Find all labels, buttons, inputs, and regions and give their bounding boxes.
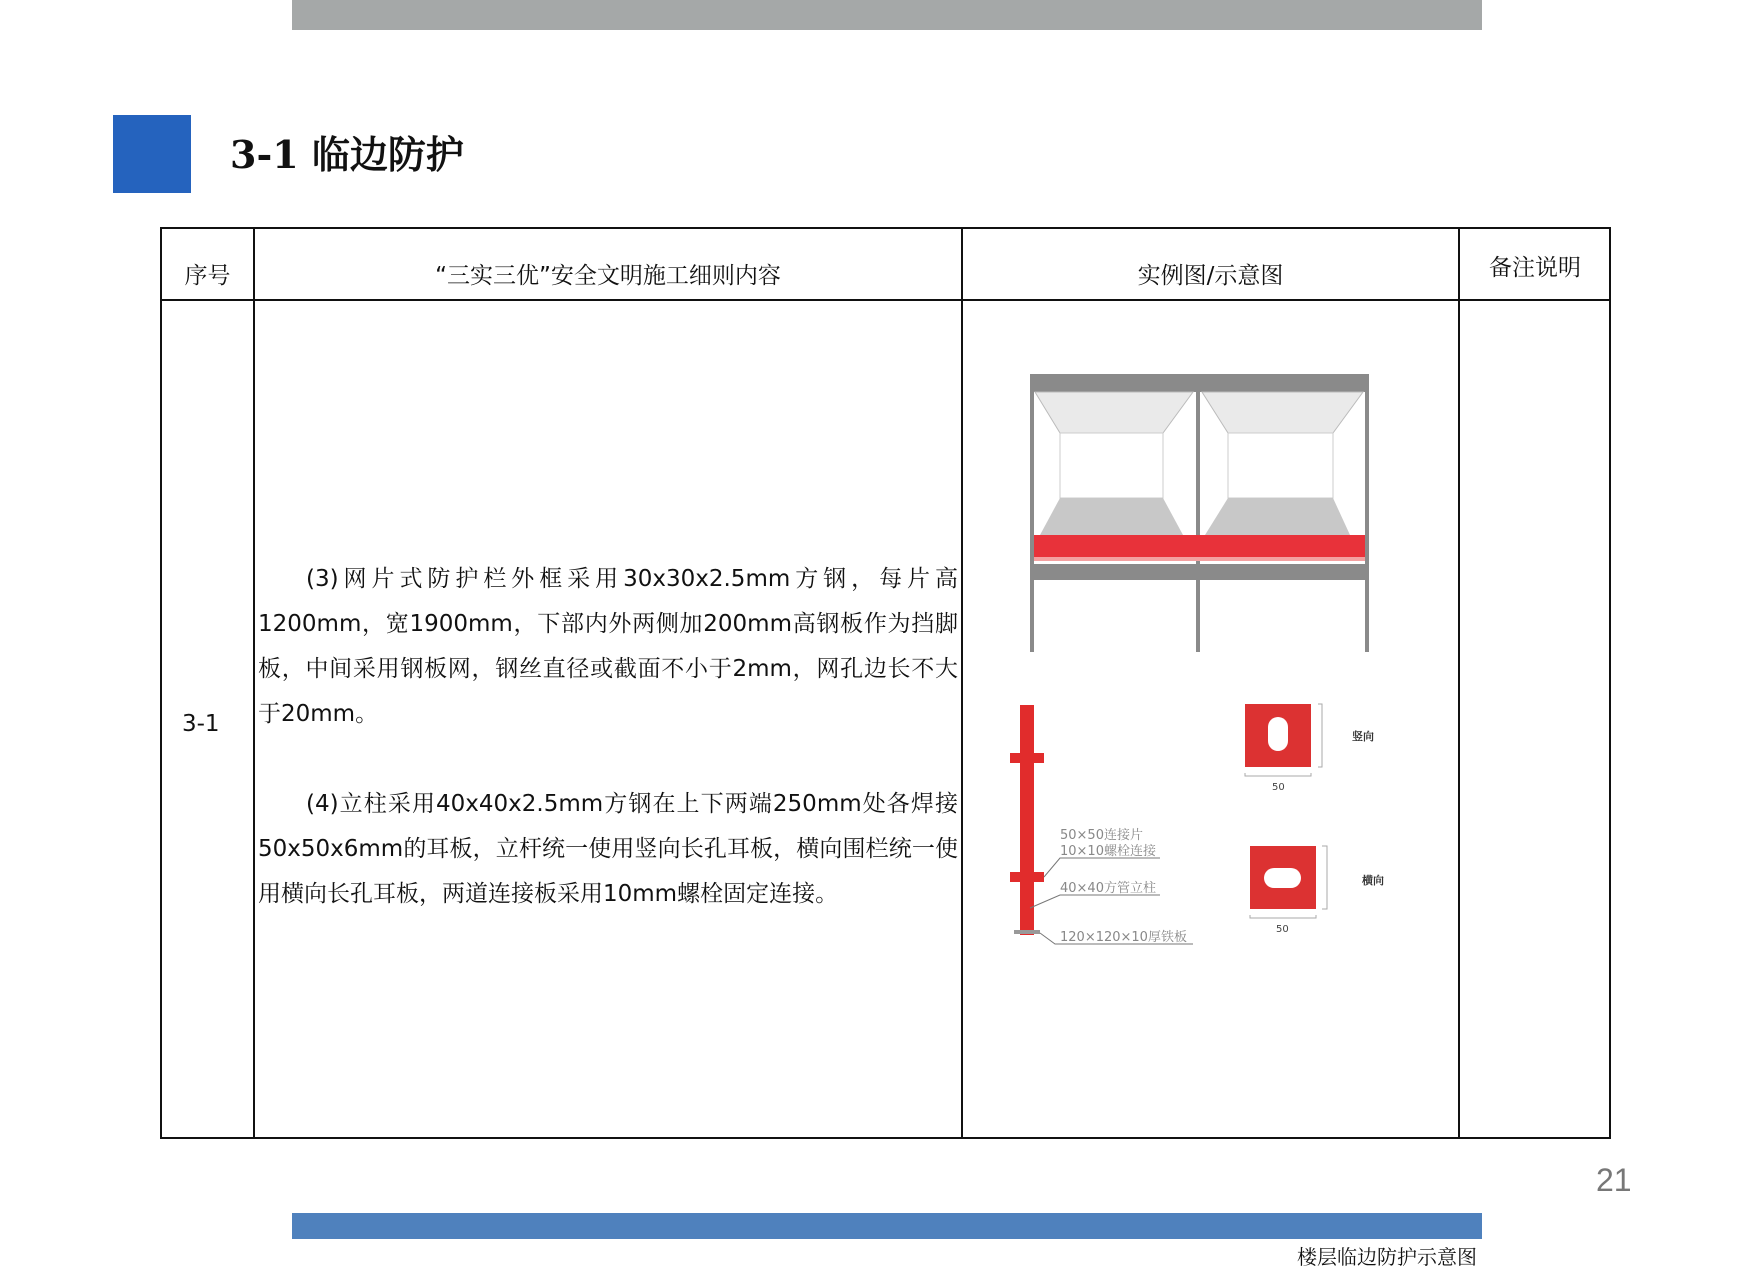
header-seq: 序号 — [184, 263, 231, 289]
page-title: 3-1 临边防护 — [230, 132, 464, 177]
dim-width: 50 — [1276, 924, 1289, 935]
paragraph: (4)立柱采用40x40x2.5mm方钢在上下两端250mm处各焊接50x50x6mm的耳板，立杆统一使用竖向长孔耳板，横向围栏统一使用横向长孔耳板，两道连接板采用10mm螺栓固定连接。 — [258, 791, 958, 907]
paragraph: (3)网片式防护栏外框采用30x30x2.5mm方钢，每片高1200mm，宽1900mm，下部内外两侧加200mm高钢板作为挡脚板，中间采用钢板网，钢丝直径或截面不小于2mm，网孔边长不大于20mm。 — [258, 566, 958, 727]
figure-caption: 楼层临边防护示意图 — [1297, 1245, 1477, 1269]
post-detail — [1010, 705, 1193, 945]
label-plate: 50×50连接片 — [1060, 828, 1143, 843]
dim-width: 50 — [1272, 782, 1285, 793]
ear-plate-vertical — [1245, 704, 1374, 793]
label-vertical: 竖向 — [1352, 730, 1374, 743]
bottom-decor-bar — [292, 1213, 1482, 1239]
label-bolt: 10×10螺栓连接 — [1060, 844, 1156, 859]
row-seq: 3-1 — [182, 711, 220, 737]
page-number: 21 — [1596, 1162, 1632, 1198]
label-post: 40×40方管立柱 — [1060, 881, 1156, 896]
label-horizontal: 横向 — [1362, 874, 1384, 887]
ear-plate-horizontal — [1250, 846, 1384, 935]
guardrail-elevation — [1030, 374, 1369, 652]
label-base: 120×120×10厚铁板 — [1060, 930, 1187, 945]
header-figure: 实例图/示意图 — [1137, 263, 1284, 289]
header-content: “三实三优”安全文明施工细则内容 — [435, 263, 781, 289]
header-remark: 备注说明 — [1489, 255, 1581, 281]
